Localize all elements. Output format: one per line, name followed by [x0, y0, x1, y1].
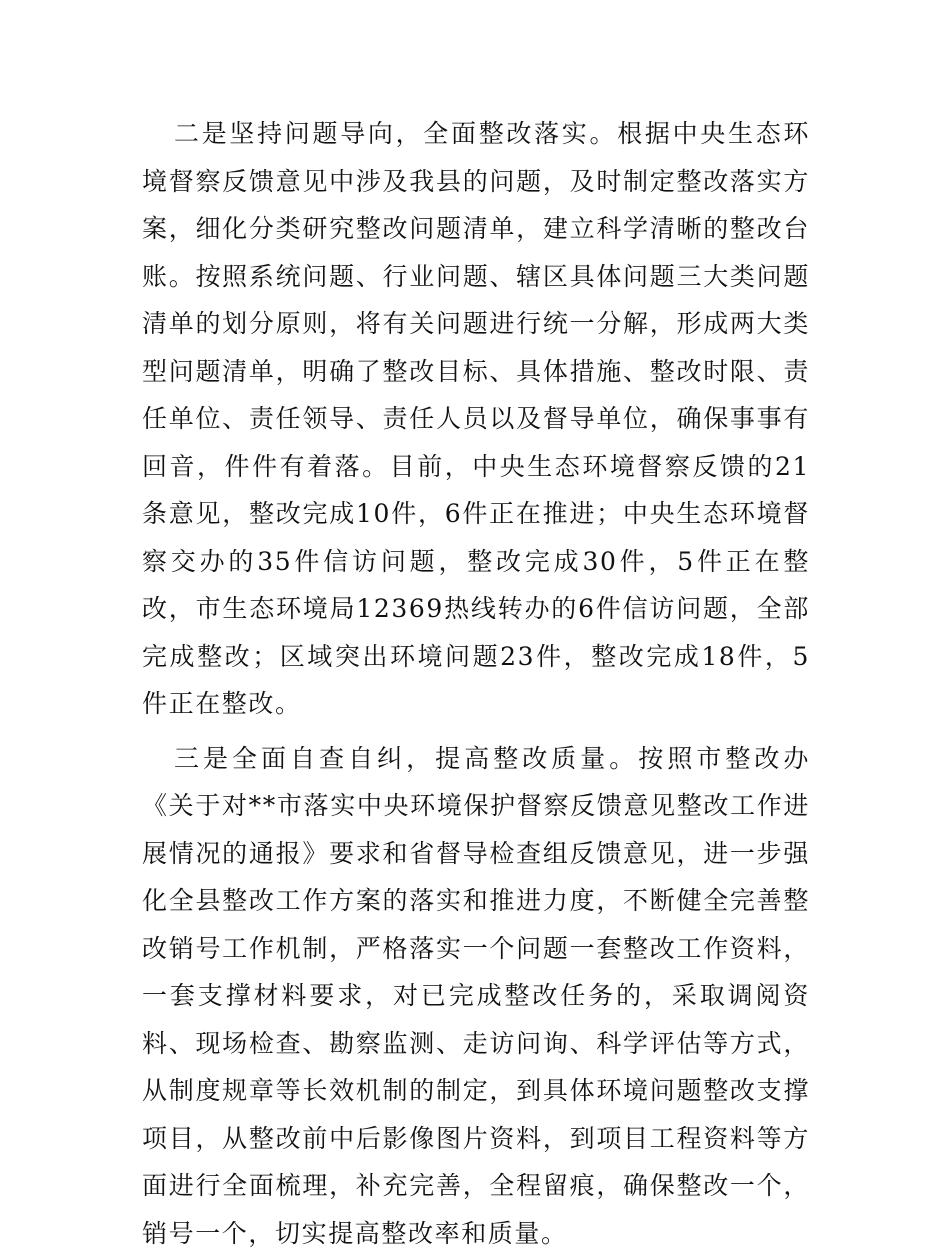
document-body — [142, 110, 810, 1257]
paragraph-self-inspection-quality: 三是全面自查自纠，提高整改质量。按照市整改办《关于对**市落实中央环境保护督察反馈意见整改工作进展情况的通报》要求和省督导检查组反馈意见，进一步强化全县整改工作方案的落实和推进力度，不断健全完善整改销号工作机制，严格落实一个问题一套整改工作资料，一套支撑材料要求，对已完成整改任务的，采取调阅资料、现场检查、勘察监测、走访问询、科学评估等方式，从制度规章等长效机制的制定，到具体环境问题整改支撑项目，从整改前中后影像图片资料，到项目工程资料等方面进行全面梳理，补充完善，全程留痕，确保整改一个，销号一个，切实提高整改率和质量。 — [142, 735, 810, 1257]
paragraph-rectification-implementation: 二是坚持问题导向，全面整改落实。根据中央生态环境督察反馈意见中涉及我县的问题，及时制定整改落实方案，细化分类研究整改问题清单，建立科学清晰的整改台账。按照系统问题、行业问题、辖区具体问题三大类问题清单的划分原则，将有关问题进行统一分解，形成两大类型问题清单，明确了整改目标、具体措施、整改时限、责任单位、责任领导、责任人员以及督导单位，确保事事有回音，件件有着落。目前，中央生态环境督察反馈的21条意见，整改完成10件，6件正在推进；中央生态环境督察交办的35件信访问题，整改完成30件，5件正在整改，市生态环境局12369热线转办的6件信访问题，全部完成整改；区域突出环境问题23件，整改完成18件，5件正在整改。 — [142, 110, 810, 728]
